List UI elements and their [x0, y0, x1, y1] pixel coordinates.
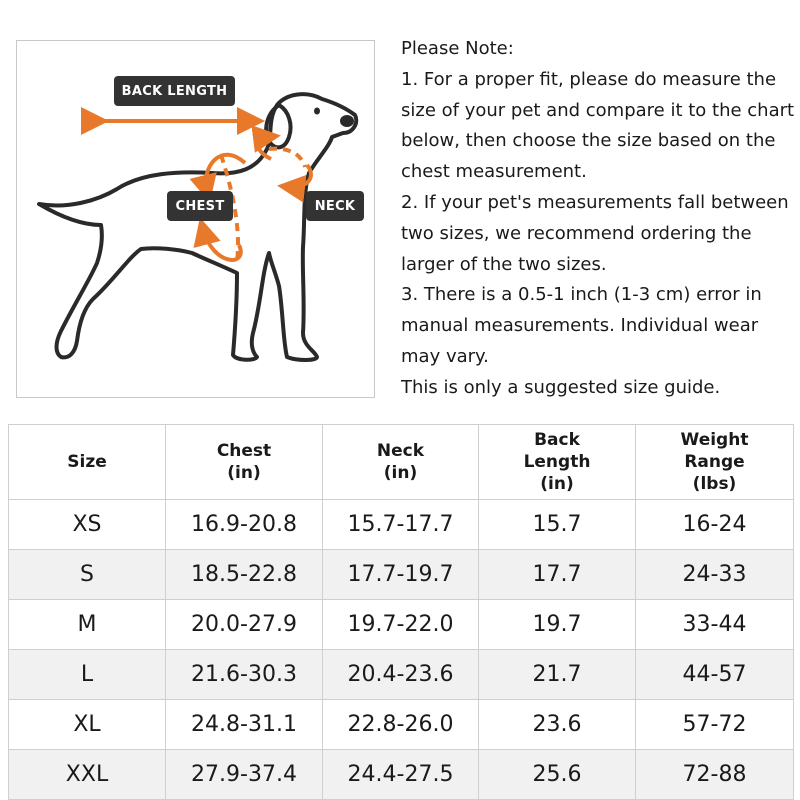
cell-size: XL [9, 700, 166, 750]
sizing-notes [401, 34, 796, 404]
table-row [9, 650, 794, 700]
cell-neck: 17.7-19.7 [323, 550, 479, 600]
header-chest: Chest (in) [166, 425, 323, 500]
cell-neck: 22.8-26.0 [323, 700, 479, 750]
cell-weight: 72-88 [636, 750, 794, 800]
cell-weight: 16-24 [636, 500, 794, 550]
table-row [9, 700, 794, 750]
notes-line: larger of the two sizes. [401, 253, 607, 275]
dog-nose [340, 115, 354, 127]
table-header-row [9, 425, 794, 500]
cell-neck: 20.4-23.6 [323, 650, 479, 700]
cell-size: XS [9, 500, 166, 550]
cell-weight: 44-57 [636, 650, 794, 700]
neck-tag: NECK [306, 191, 364, 221]
neck-dashed-loop [269, 149, 305, 167]
notes-line: This is only a suggested size guide. [401, 376, 721, 398]
notes-heading: Please Note: [401, 38, 514, 59]
cell-size: M [9, 600, 166, 650]
notes-line: chest measurement. [401, 161, 587, 183]
header-neck: Neck (in) [323, 425, 479, 500]
table-row [9, 500, 794, 550]
cell-size: XXL [9, 750, 166, 800]
header-weight-range: Weight Range (lbs) [636, 425, 794, 500]
notes-line: may vary. [401, 345, 489, 367]
notes-line: 1. For a proper fit, please do measure the [401, 68, 777, 90]
back-length-tag: BACK LENGTH [114, 76, 235, 106]
table-row [9, 600, 794, 650]
cell-back-length: 19.7 [479, 600, 636, 650]
cell-neck: 19.7-22.0 [323, 600, 479, 650]
notes-line: size of your pet and compare it to the chart [401, 99, 795, 121]
notes-line: 2. If your pet's measurements fall between [401, 191, 789, 213]
cell-weight: 33-44 [636, 600, 794, 650]
chest-tag: CHEST [167, 191, 233, 221]
cell-chest: 18.5-22.8 [166, 550, 323, 600]
cell-chest: 27.9-37.4 [166, 750, 323, 800]
cell-weight: 24-33 [636, 550, 794, 600]
notes-line: manual measurements. Individual wear [401, 315, 759, 337]
header-back-length: Back Length (in) [479, 425, 636, 500]
cell-chest: 20.0-27.9 [166, 600, 323, 650]
cell-weight: 57-72 [636, 700, 794, 750]
cell-back-length: 17.7 [479, 550, 636, 600]
dog-eye [314, 108, 320, 115]
cell-neck: 24.4-27.5 [323, 750, 479, 800]
cell-chest: 21.6-30.3 [166, 650, 323, 700]
dog-measurement-diagram [16, 40, 375, 398]
cell-back-length: 21.7 [479, 650, 636, 700]
header-size: Size [9, 425, 166, 500]
table-row [9, 750, 794, 800]
notes-line: 3. There is a 0.5-1 inch (1-3 cm) error in [401, 284, 762, 306]
cell-chest: 16.9-20.8 [166, 500, 323, 550]
table-row [9, 550, 794, 600]
notes-line: below, then choose the size based on the [401, 130, 776, 152]
dog-body-outline [39, 94, 356, 360]
cell-neck: 15.7-17.7 [323, 500, 479, 550]
notes-line: two sizes, we recommend ordering the [401, 222, 752, 244]
cell-chest: 24.8-31.1 [166, 700, 323, 750]
size-chart-table [8, 424, 794, 800]
cell-back-length: 15.7 [479, 500, 636, 550]
cell-size: L [9, 650, 166, 700]
cell-back-length: 23.6 [479, 700, 636, 750]
cell-size: S [9, 550, 166, 600]
chest-lower-arrow [203, 229, 241, 260]
cell-back-length: 25.6 [479, 750, 636, 800]
